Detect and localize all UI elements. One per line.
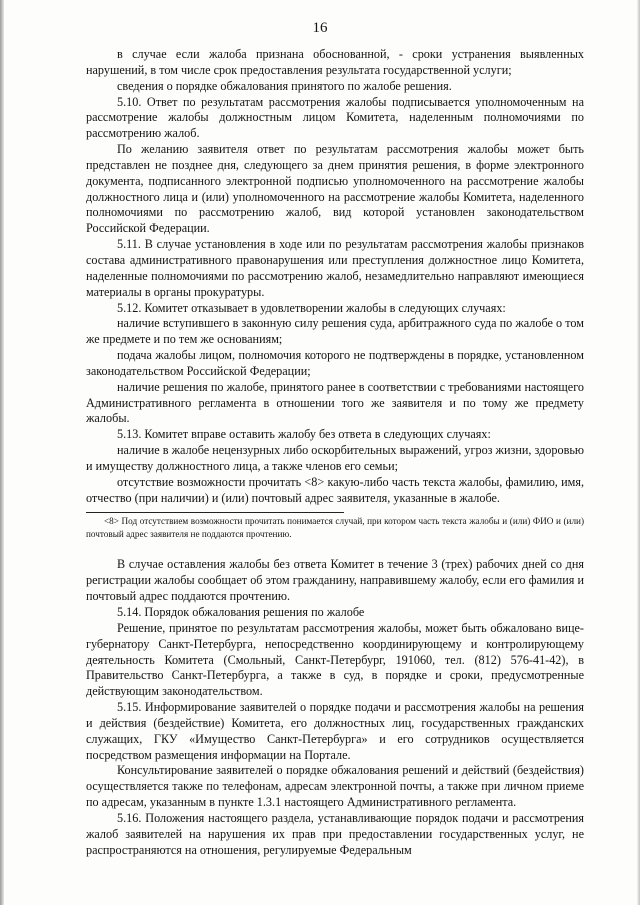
page-number: 16 (312, 20, 328, 36)
paragraph: наличие решения по жалобе, принятого ранее в соответствии с требованиями настоящего Административного регламента в отношении того же заявителя и по тому же предмету жалобы. (86, 379, 584, 426)
paragraph: В случае оставления жалобы без ответа Комитет в течение 3 (трех) рабочих дней со дня регистрации жалобы сообщает об этом гражданину, направившему жалобу, если его фамилия и почтовый адрес поддаются прочтению. (86, 557, 584, 604)
paragraph: отсутствие возможности прочитать <8> какую-либо часть текста жалобы, фамилию, имя, отчество (при наличии) и (или) почтовый адрес заявителя, указанные в жалобе. (86, 474, 584, 505)
paragraph: подача жалобы лицом, полномочия которого не подтверждены в порядке, установленном законодательством Российской Федерации; (86, 348, 584, 378)
footnote: <8> Под отсутствием возможности прочитать понимается случай, при котором часть текста жалобы и (или) ФИО и (или) почтовый адрес заявителя не поддаются прочтению. (86, 516, 584, 540)
paragraph-5-14: 5.14. Порядок обжалования решения по жалобе (117, 605, 365, 619)
paragraph-5-10: 5.10. Ответ по результатам рассмотрения жалобы подписывается уполномоченным на рассмотрение жалобы должностным лицом Комитета, наделенным полномочиями по рассмотрению жалоб. (86, 94, 584, 141)
paragraph-5-12: 5.12. Комитет отказывает в удовлетворении жалобы в следующих случаях: (117, 300, 506, 315)
paragraph-5-15: 5.15. Информирование заявителей о порядке подачи и рассмотрения жалобы на решения и действия (бездействие) Комитета, его должностных лиц, государственных гражданских служащих, ГКУ «Имущество Санкт-Петербурга» и его сотрудников осуществляется посредством размещения информации на Портале. (86, 700, 584, 762)
paragraph: По желанию заявителя ответ по результатам рассмотрения жалобы может быть представлен не позднее дня, следующего за днем принятия решения, в форме электронного документа, подписанного электронной подписью уполномоченного на рассмотрение жалобы должностного лица и (или) уполномоченного на рассмотрение жалобы Комитета, наделенного полномочиями по рассмотрению жалоб, вид которой установлен законодательством Российской Федерации. (86, 142, 584, 236)
paragraph: Консультирование заявителей о порядке обжалования решений и действий (бездействия) осуществляется также по телефонам, адресам электронной почты, а также при личном приеме по адресам, указанным в пункте 1.3.1 настоящего Административного регламента. (86, 763, 584, 810)
paragraph: наличие в жалобе нецензурных либо оскорбительных выражений, угроз жизни, здоровью и имуществу должностного лица, а также членов его семьи; (86, 443, 584, 473)
paragraph-5-16: 5.16. Положения настоящего раздела, устанавливающие порядок подачи и рассмотрения жалоб заявителей на нарушения их прав при предоставлении государственных услуг, не распространяются на отношения, регулируемые Федеральным (86, 810, 584, 857)
paragraph: наличие вступившего в законную силу решения суда, арбитражного суда по жалобе о том же предмете и по тем же основаниям; (86, 316, 584, 347)
paragraph: Решение, принятое по результатам рассмотрения жалобы, может быть обжаловано вице-губернатору Санкт-Петербурга, непосредственно координирующему и контролирующему деятельность Комитета (Смольный, Санкт-Петербург, 191060, тел. (812) 576-41-42), в Правительство Санкт-Петербурга, а также в суд, в порядке и сроки, предусмотренные действующим законодательством. (86, 620, 584, 699)
paragraph-5-11: 5.11. В случае установления в ходе или по результатам рассмотрения жалобы признаков состава административного правонарушения или преступления должностное лицо Комитета, наделенные полномочиями по рассмотрению жалоб, незамедлительно направляют имеющиеся материалы в органы прокуратуры. (86, 237, 584, 299)
document-body (86, 47, 584, 859)
footnote-divider (86, 512, 344, 513)
paragraph-5-13: 5.13. Комитет вправе оставить жалобу без ответа в следующих случаях: (117, 427, 491, 442)
scan-edge-left (0, 0, 4, 905)
paragraph: сведения о порядке обжалования принятого по жалобе решения. (117, 78, 452, 93)
paragraph: в случае если жалоба признана обоснованной, - сроки устранения выявленных нарушений, в том числе срок предоставления результата государственной услуги; (86, 47, 584, 77)
